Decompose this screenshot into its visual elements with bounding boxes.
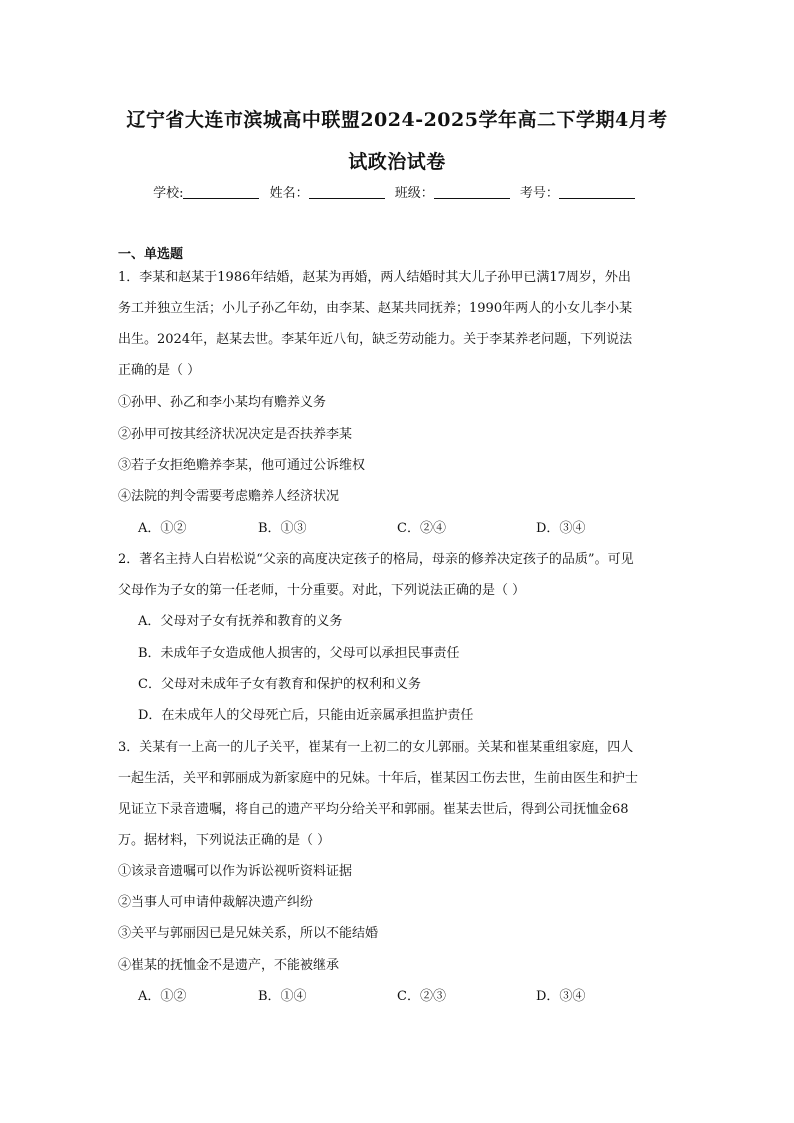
q1-statement: ③若子女拒绝赡养李某，他可通过公诉维权	[118, 458, 366, 473]
q3-stem-line: 3．关某有一上高一的儿子关平，崔某有一上初二的女儿郭丽。关某和崔某重组家庭，四人	[118, 740, 634, 755]
section-heading: 一、单选题	[118, 247, 184, 262]
q1-stem-line: 务工并独立生活；小儿子孙乙年幼，由李某、赵某共同抚养；1990年两人的小女儿李小某	[118, 301, 633, 316]
school-blank	[183, 198, 259, 199]
exam-title-line-2: 试政治试卷	[348, 151, 446, 173]
q3-statement: ①该录音遗嘱可以作为诉讼视听资料证据	[118, 864, 353, 879]
number-label: 考号：	[519, 186, 559, 201]
q1-option-a[interactable]: A．①②	[138, 521, 187, 536]
q1-option-b[interactable]: B．①③	[258, 521, 307, 536]
q3-statement: ④崔某的抚恤金不是遗产，不能被继承	[118, 958, 340, 973]
q1-statement: ②孙甲可按其经济状况决定是否扶养李某	[118, 427, 353, 442]
name-label: 姓名：	[269, 186, 309, 201]
q1-statement: ④法院的判令需要考虑赡养人经济状况	[118, 489, 340, 504]
q3-stem-line: 一起生活，关平和郭丽成为新家庭中的兄妹。十年后，崔某因工伤去世，生前由医生和护士	[118, 771, 639, 786]
class-blank	[434, 198, 510, 199]
exam-title-line-1: 辽宁省大连市滨城高中联盟2024-2025学年高二下学期4月考	[126, 109, 668, 131]
q1-option-d[interactable]: D．③④	[536, 521, 586, 536]
q3-option-d[interactable]: D．③④	[536, 989, 586, 1004]
class-label: 班级：	[394, 186, 434, 201]
q2-option-b[interactable]: B．未成年子女造成他人损害的，父母可以承担民事责任	[138, 646, 460, 661]
school-label: 学校:	[153, 186, 184, 201]
q3-option-b[interactable]: B．①④	[258, 989, 307, 1004]
q1-stem-line: 正确的是（ ）	[118, 363, 201, 378]
q1-option-c[interactable]: C．②④	[397, 521, 446, 536]
q2-stem-line: 父母作为子女的第一任老师，十分重要。对此，下列说法正确的是（ ）	[118, 583, 526, 598]
q2-stem-line: 2．著名主持人白岩松说“父亲的高度决定孩子的格局，母亲的修养决定孩子的品质”。可见	[118, 552, 634, 567]
name-blank	[309, 198, 385, 199]
number-blank	[559, 198, 635, 199]
q3-statement: ②当事人可申请仲裁解决遗产纠纷	[118, 895, 314, 910]
q3-stem-line: 万。据材料，下列说法正确的是（ ）	[118, 833, 331, 848]
q1-statement: ①孙甲、孙乙和李小某均有赡养义务	[118, 395, 327, 410]
q1-stem-line: 出生。2024年，赵某去世。李某年近八旬，缺乏劳动能力。关于李某养老问题，下列说法	[118, 332, 633, 347]
student-info-row	[0, 182, 794, 201]
q3-statement: ③关平与郭丽因已是兄妹关系，所以不能结婚	[118, 926, 379, 941]
q3-option-c[interactable]: C．②③	[397, 989, 446, 1004]
q2-option-c[interactable]: C．父母对未成年子女有教育和保护的权利和义务	[138, 677, 421, 692]
q3-option-a[interactable]: A．①②	[138, 989, 187, 1004]
q1-stem-line: 1．李某和赵某于1986年结婚，赵某为再婚，两人结婚时其大儿子孙甲已满17周岁，外出	[118, 270, 631, 285]
q2-option-d[interactable]: D．在未成年人的父母死亡后，只能由近亲属承担监护责任	[138, 708, 474, 723]
q3-stem-line: 见证立下录音遗嘱，将自己的遗产平均分给关平和郭丽。崔某去世后，得到公司抚恤金68	[118, 802, 629, 817]
q2-option-a[interactable]: A．父母对子女有抚养和教育的义务	[138, 614, 343, 629]
